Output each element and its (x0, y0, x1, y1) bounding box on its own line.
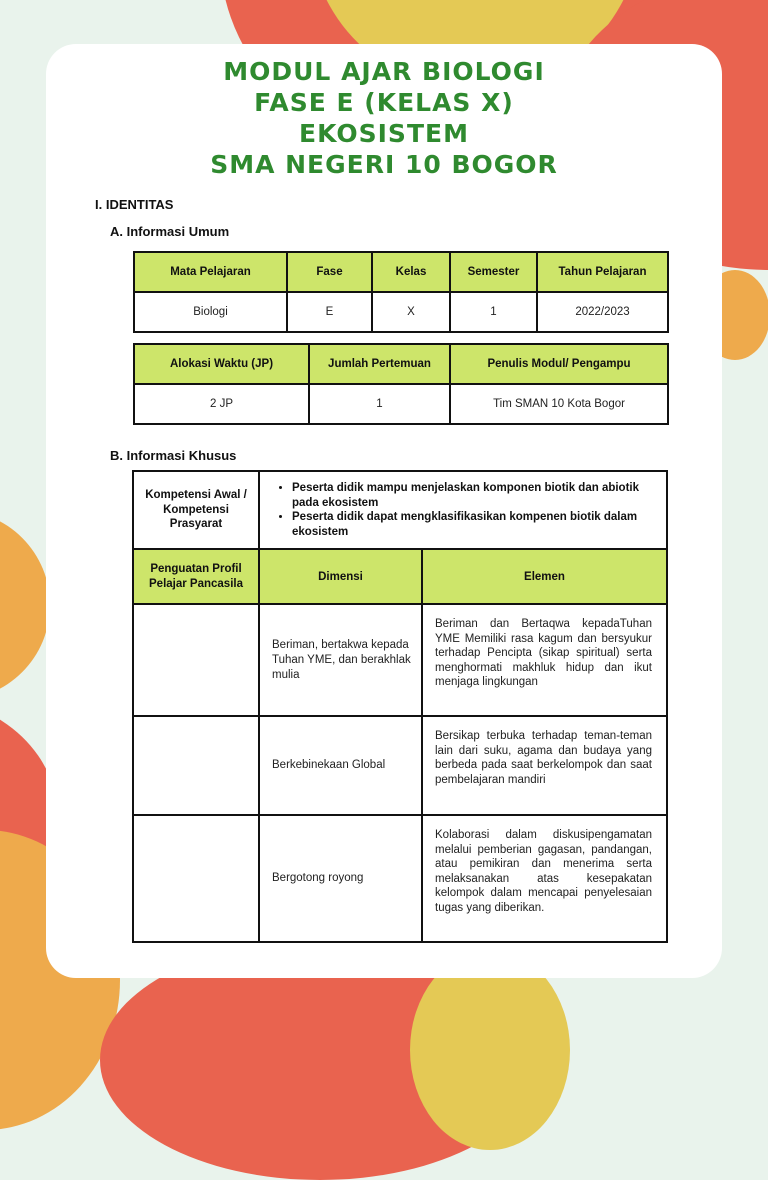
informasi-khusus-table (132, 470, 668, 943)
cell-jumlah-pertemuan: 1 (309, 384, 450, 424)
document-card (46, 44, 722, 978)
header-jumlah-pertemuan: Jumlah Pertemuan (309, 344, 450, 384)
background-blob-yellow-bottom (410, 950, 570, 1150)
section-identitas-heading: I. IDENTITAS (95, 197, 174, 212)
title-line-2: FASE E (KELAS X) (254, 88, 514, 117)
header-alokasi-waktu: Alokasi Waktu (JP) (134, 344, 309, 384)
dimensi-berkebinekaan: Berkebinekaan Global (259, 716, 422, 815)
cell-tahun-pelajaran: 2022/2023 (537, 292, 668, 332)
informasi-umum-table-2 (133, 343, 669, 425)
profil-empty-cell (133, 815, 259, 942)
kompetensi-awal-content (259, 471, 667, 549)
dimensi-bergotong-royong: Bergotong royong (259, 815, 422, 942)
cell-alokasi-waktu: 2 JP (134, 384, 309, 424)
header-semester: Semester (450, 252, 537, 292)
header-mata-pelajaran: Mata Pelajaran (134, 252, 287, 292)
kompetensi-item: • Peserta didik mampu menjelaskan komponen biotik dan abiotik pada ekosistem (292, 481, 654, 510)
profil-empty-cell (133, 716, 259, 815)
header-kelas: Kelas (372, 252, 450, 292)
background-blob-orange-left (0, 510, 50, 700)
title-line-3: EKOSISTEM (299, 119, 469, 148)
penguatan-profil-label: Penguatan Profil Pelajar Pancasila (133, 549, 259, 604)
cell-mata-pelajaran: Biologi (134, 292, 287, 332)
elemen-beriman: Beriman dan Bertaqwa kepadaTuhan YME Memiliki rasa kagum dan bersyukur terhadap Pencipta (sikap spiritual) serta menghormati makhluk hidup dan ikut menjaga lingkungan (422, 604, 667, 716)
profil-empty-cell (133, 604, 259, 716)
title-line-1: MODUL AJAR BIOLOGI (223, 57, 545, 86)
section-informasi-umum-heading: A. Informasi Umum (110, 224, 230, 239)
cell-fase: E (287, 292, 372, 332)
header-tahun-pelajaran: Tahun Pelajaran (537, 252, 668, 292)
cell-penulis-modul: Tim SMAN 10 Kota Bogor (450, 384, 668, 424)
dimensi-beriman: Beriman, bertakwa kepada Tuhan YME, dan berakhlak mulia (259, 604, 422, 716)
header-dimensi: Dimensi (259, 549, 422, 604)
kompetensi-awal-label: Kompetensi Awal / Kompetensi Prasyarat (133, 471, 259, 549)
informasi-umum-table-1 (133, 251, 669, 333)
header-elemen: Elemen (422, 549, 667, 604)
document-title (46, 56, 722, 180)
elemen-bergotong-royong: Kolaborasi dalam diskusipengamatan melalui pemberian gagasan, pandangan, atau pemikiran dan menerima serta melaksanakan atas kesepakatan kelompok dalam mencapai penyelesaian tugas yang diberikan. (422, 815, 667, 942)
section-informasi-khusus-heading: B. Informasi Khusus (110, 448, 237, 463)
cell-semester: 1 (450, 292, 537, 332)
header-fase: Fase (287, 252, 372, 292)
kompetensi-item: • Peserta didik dapat mengklasifikasikan kompenen biotik dalam ekosistem (292, 510, 654, 539)
cell-kelas: X (372, 292, 450, 332)
header-penulis-modul: Penulis Modul/ Pengampu (450, 344, 668, 384)
kompetensi-list (274, 481, 654, 539)
elemen-berkebinekaan: Bersikap terbuka terhadap teman-teman lain dari suku, agama dan budaya yang berbeda pada saat berkelompok dan saat pembelajaran mandiri (422, 716, 667, 815)
title-line-4: SMA NEGERI 10 BOGOR (210, 150, 558, 179)
